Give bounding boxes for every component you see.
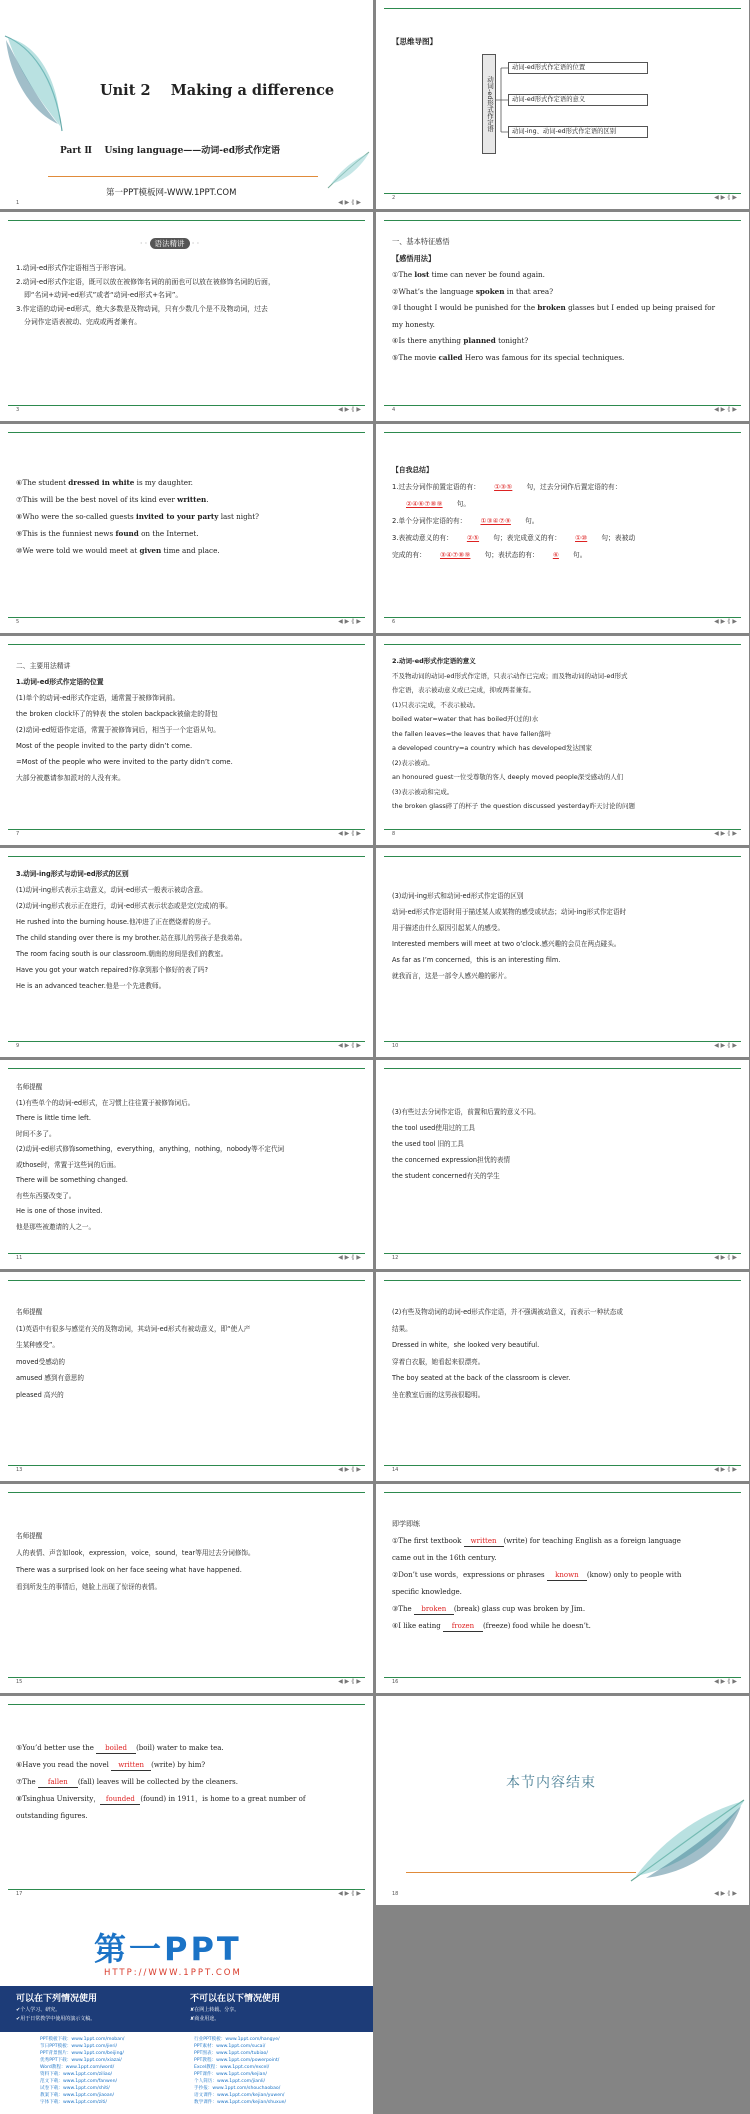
slide-12[interactable] <box>376 1060 749 1269</box>
slide-nav[interactable]: ◀ ▶ ⟪ ▶ <box>338 406 361 413</box>
line: the broken glass碎了的杯子 the question discussed yesterday昨天讨论的问题 <box>392 802 635 810</box>
text: 2.单个分词作定语的有： <box>392 517 467 525</box>
exercise-1 <box>392 1533 737 1550</box>
slide-nav[interactable]: ◀ ▶ ⟪ ▶ <box>714 618 737 625</box>
tip-heading: 名师提醒 <box>16 1308 43 1316</box>
page-number: 3 <box>16 407 20 413</box>
answer-blank[interactable]: founded <box>100 1795 140 1805</box>
slide-1[interactable] <box>0 0 373 209</box>
text: 句。 <box>456 500 471 508</box>
text: 完成的有： <box>392 551 426 559</box>
badge-dots-left: · · <box>140 239 150 248</box>
text: (freeze) food while he doesn’t. <box>482 1622 591 1630</box>
text: ⑥Have you read the novel <box>16 1761 112 1769</box>
line: (2)表示被动。 <box>392 758 434 767</box>
line: 生某种感受”。 <box>16 1341 59 1349</box>
line: 作定语，表示被动意义或已完成，抑或两者兼有。 <box>392 686 535 694</box>
link[interactable]: 数学课件：www.1ppt.com/kejian/shuxue/ <box>194 2100 287 2105</box>
line: the concerned expression担忧的表情 <box>392 1156 511 1164</box>
point-1: 1.动词-ed形式作定语相当于形容词。 <box>16 264 131 272</box>
point-3-cont: 分词作定语表被动、完成或两者兼有。 <box>24 318 142 326</box>
slide-nav[interactable]: ◀ ▶ ⟪ ▶ <box>714 1042 737 1049</box>
text: ⑥The student <box>16 478 69 487</box>
line: 用于描述由什么原因引起某人的感受。 <box>392 924 505 932</box>
page-number: 11 <box>16 1255 23 1261</box>
text: 句，过去分词作后置定语的有： <box>526 483 622 491</box>
sub-heading: 【感悟用法】 <box>392 253 436 263</box>
slide-nav[interactable]: ◀ ▶ ⟪ ▶ <box>714 1466 737 1473</box>
text: ⑦This will be the best novel of its kind ever <box>16 495 178 504</box>
link[interactable]: PPT课件：www.1ppt.com/kejian/ <box>194 2072 267 2077</box>
line: 就我而言，这是一部令人感兴趣的影片。 <box>392 972 511 980</box>
orange-divider <box>48 176 318 177</box>
page-number: 13 <box>16 1467 23 1473</box>
slide-nav[interactable]: ◀ ▶ ⟪ ▶ <box>714 1678 737 1685</box>
topic-heading: 1.动词-ed形式作定语的位置 <box>16 678 104 686</box>
line: As far as I’m concerned，this is an interesting film. <box>392 956 561 964</box>
page-number: 5 <box>16 619 20 625</box>
line: (3)有些过去分词作定语，前置和后置的意义不同。 <box>392 1108 540 1116</box>
slide-3[interactable] <box>0 212 373 421</box>
page-number: 4 <box>392 407 396 413</box>
line: (1)只表示完成，不表示被动。 <box>392 700 480 709</box>
answer-blank[interactable]: written <box>464 1537 504 1547</box>
text: ⑩We were told we would meet at <box>16 546 140 555</box>
line: the broken clock坏了的钟表 the stolen backpack被偷走的背包 <box>16 710 218 718</box>
summary-line-1b <box>392 496 737 513</box>
answer: ③④⑦⑧⑨ <box>439 551 471 559</box>
answer: ①⑩ <box>575 534 588 542</box>
line: 时间不多了。 <box>16 1129 56 1138</box>
page-number: 2 <box>392 195 396 201</box>
point-3: 3.作定语的动词-ed形式，绝大多数是及物动词，只有少数几个是不及物动词，过去 <box>16 304 268 313</box>
top-rule <box>384 220 741 221</box>
usage-banner <box>0 1986 373 2032</box>
keyword: found <box>115 529 139 538</box>
brand-logo: 第一PPT <box>94 1930 242 1968</box>
example-6 <box>16 474 361 491</box>
slide-nav[interactable]: ◀ ▶ ⟪ ▶ <box>338 199 361 206</box>
slide-nav[interactable]: ◀ ▶ ⟪ ▶ <box>338 1678 361 1685</box>
line: pleased 高兴的 <box>16 1390 64 1399</box>
link[interactable]: PPT背景图片：www.1ppt.com/beijing/ <box>40 2051 124 2056</box>
top-rule <box>384 1492 741 1493</box>
slide-16[interactable] <box>376 1484 749 1693</box>
page-number: 9 <box>16 1043 20 1049</box>
slide-10[interactable] <box>376 848 749 1057</box>
grammar-badge <box>140 238 199 249</box>
link[interactable]: 优秀PPT下载：www.1ppt.com/xiazai/ <box>40 2058 122 2063</box>
text: 3.表被动意义的有： <box>392 534 453 542</box>
slide-subtitle: Part Ⅱ Using language——动词-ed形式作定语 <box>60 146 281 156</box>
top-rule <box>8 1068 365 1069</box>
text: 句。 <box>572 551 587 559</box>
text: ④I like eating <box>392 1622 443 1630</box>
link[interactable]: 资料下载：www.1ppt.com/ziliao/ <box>40 2072 113 2077</box>
line: the used tool 旧的工具 <box>392 1140 464 1148</box>
slide-nav[interactable]: ◀ ▶ ⟪ ▶ <box>714 1254 737 1261</box>
keyword: written <box>177 495 207 504</box>
answer: ①③⑤ <box>494 483 513 491</box>
answer-blank[interactable]: fallen <box>38 1778 78 1788</box>
promo-slide <box>0 1904 373 2114</box>
link[interactable]: 个人简历：www.1ppt.com/jianli/ <box>194 2079 266 2084</box>
line: (2)动词-ing形式表示正在进行，动词-ed形式表示状态或是完(完成)的事。 <box>16 902 232 910</box>
line: (1)英语中有很多与感觉有关的及物动词，其动词-ed形式有被动意义，即“使人产 <box>16 1324 251 1333</box>
text: (write) for teaching English as a foreign language <box>503 1537 681 1545</box>
section-heading: 二、主要用法精讲 <box>16 662 71 670</box>
page-number: 10 <box>392 1043 399 1049</box>
text: glasses but I ended up being praised for <box>565 303 716 312</box>
slide-11[interactable] <box>0 1060 373 1269</box>
mindmap-item-meaning: 动词-ed形式作定语的意义 <box>508 94 648 106</box>
line: (3)动词-ing形式和动词-ed形式作定语的区别 <box>392 892 524 900</box>
keyword: invited to your party <box>136 512 219 521</box>
example-2 <box>392 284 737 301</box>
slide-title: Unit 2 Making a difference <box>100 82 335 99</box>
line: 人的表情、声音如look，expression，voice，sound，tear等用过去分词修饰。 <box>16 1549 255 1557</box>
page-number: 14 <box>392 1467 399 1473</box>
point-2-cont: 即“名词+动词-ed形式”或者“动词-ed形式+名词”。 <box>24 291 183 299</box>
slide-nav[interactable]: ◀ ▶ ⟪ ▶ <box>338 1042 361 1049</box>
page-number: 6 <box>392 619 396 625</box>
feather-decoration-icon <box>0 26 70 146</box>
example-8 <box>16 508 361 525</box>
exercise-1-cont: came out in the 16th century. <box>392 1554 497 1562</box>
slide-9[interactable] <box>0 848 373 1057</box>
tip-heading: 名师提醒 <box>16 1083 43 1091</box>
line: He is an advanced teacher.他是一个先进教师。 <box>16 982 166 990</box>
slide-15[interactable] <box>0 1484 373 1693</box>
slide-nav[interactable]: ◀ ▶ ⟪ ▶ <box>338 1254 361 1261</box>
text: Hero was famous for its special techniques. <box>462 352 625 362</box>
text: last night? <box>218 512 260 521</box>
line: an honoured guest一位受尊敬的客人 deeply moved people深受感动的人们 <box>392 773 624 781</box>
line: Have you got your watch repaired?你拿到那个修好的表了吗? <box>16 966 209 974</box>
text: ①The first textbook <box>392 1537 464 1545</box>
line: He rushed into the burning house.他冲进了正在燃烧着的房子。 <box>16 918 215 926</box>
slide-14[interactable] <box>376 1272 749 1481</box>
text: ⑦The <box>16 1778 38 1786</box>
slide-nav[interactable]: ◀ ▶ ⟪ ▶ <box>714 830 737 837</box>
example-5 <box>392 350 737 367</box>
example-3-cont: my honesty. <box>392 319 435 329</box>
link[interactable]: 字体下载：www.1ppt.com/ziti/ <box>40 2100 107 2105</box>
line: 结果。 <box>392 1324 412 1333</box>
page-number: 15 <box>16 1679 23 1685</box>
line: Interested members will meet at two o’clock.感兴趣的会员在两点碰头。 <box>392 940 621 948</box>
text: is my daughter. <box>134 478 193 487</box>
text: (write) by him? <box>151 1761 206 1769</box>
exercise-4 <box>392 1618 737 1635</box>
line: 或those时，常置于这些词的后面。 <box>16 1160 121 1169</box>
slide-8[interactable] <box>376 636 749 845</box>
text: (found) in 1911，is home to a great number of <box>140 1795 306 1803</box>
page-number: 1 <box>16 200 20 206</box>
page-number: 16 <box>392 1679 399 1685</box>
text: ⑧Tsinghua University， <box>16 1795 101 1803</box>
text: (break) glass cup was broken by Jim. <box>453 1605 586 1613</box>
link[interactable]: 试卷下载：www.1ppt.com/shiti/ <box>40 2086 110 2091</box>
example-7 <box>16 491 361 508</box>
line: boiled water=water that has boiled开(过的)水 <box>392 715 539 723</box>
feather-small-icon <box>326 150 371 190</box>
summary-line-1 <box>392 479 737 496</box>
line: There is little time left. <box>16 1114 91 1122</box>
mindmap-header: 【思维导图】 <box>392 37 437 46</box>
summary-line-4 <box>392 547 737 564</box>
slide-nav[interactable]: ◀ ▶ ⟪ ▶ <box>714 1890 737 1897</box>
line: (1)单个的动词-ed形式作定语，通常置于被修饰词前。 <box>16 694 180 702</box>
text: . <box>206 495 209 504</box>
text: time and place. <box>161 546 220 555</box>
answer-blank[interactable]: known <box>547 1571 587 1581</box>
top-rule <box>8 1492 365 1493</box>
exercise-7 <box>16 1774 361 1791</box>
line: (1)动词-ing形式表示主动意义，动词-ed形式一般表示被动含意。 <box>16 886 207 894</box>
line: 坐在教室后面的这男孩很聪明。 <box>392 1390 485 1399</box>
answer-blank[interactable]: frozen <box>443 1622 483 1632</box>
top-rule <box>8 856 365 857</box>
text: 句。 <box>524 517 539 525</box>
link[interactable]: 行业PPT模板：www.1ppt.com/hangye/ <box>194 2037 280 2042</box>
example-1 <box>392 267 737 284</box>
section-heading: 一、基本特征感悟 <box>392 237 450 246</box>
link[interactable]: PPT模板下载：www.1ppt.com/moban/ <box>40 2037 125 2042</box>
summary-line-3 <box>392 530 737 547</box>
line: the tool used使用过的工具 <box>392 1124 475 1132</box>
text: on the Internet. <box>138 529 199 538</box>
link[interactable]: 手抄报：www.1ppt.com/shouchaobao/ <box>194 2086 281 2091</box>
badge-label: 语法精讲 <box>150 238 190 249</box>
line: the student concerned有关的学生 <box>392 1172 500 1180</box>
text: ③I thought I would be punished for the <box>392 303 538 312</box>
answer: ①③④⑦⑨ <box>480 517 511 525</box>
cannot-use-line: ✘在网上转载、分享。 <box>190 2007 240 2013</box>
page-number: 18 <box>392 1891 399 1897</box>
summary-header: 【自我总结】 <box>392 466 433 474</box>
top-rule <box>384 8 741 9</box>
link[interactable]: PPT教程：www.1ppt.com/powerpoint/ <box>194 2058 280 2063</box>
mindmap-connectors <box>496 65 508 135</box>
page-number: 17 <box>16 1891 23 1897</box>
links-left <box>40 2036 124 2106</box>
keyword: planned <box>463 336 496 345</box>
link[interactable]: Excel教程：www.1ppt.com/excel/ <box>194 2065 270 2070</box>
slide-nav[interactable]: ◀ ▶ ⟪ ▶ <box>714 406 737 413</box>
line: =Most of the people who were invited to the party didn’t come. <box>16 758 233 766</box>
can-use-line: ✔用于日常教学中使用的演示文稿。 <box>16 2016 96 2022</box>
text: time can never be found again. <box>429 270 545 279</box>
text: 句；表被动 <box>601 534 636 542</box>
keyword: dressed in white <box>68 478 135 487</box>
link[interactable]: 节日PPT模板：www.1ppt.com/jieri/ <box>40 2044 118 2049</box>
end-text: 本节内容结束 <box>506 1775 596 1791</box>
page-number: 7 <box>16 831 20 837</box>
line: (1)有些单个的动词-ed形式，在习惯上往往置于被修饰词后。 <box>16 1098 195 1107</box>
example-10 <box>16 542 361 559</box>
line: The room facing south is our classroom.朝南的房间是我们的教室。 <box>16 950 228 958</box>
line: (3)表示被动和完成。 <box>392 787 454 796</box>
link[interactable]: PPT图表：www.1ppt.com/tubiao/ <box>194 2051 268 2056</box>
exercise-6 <box>16 1757 361 1774</box>
link[interactable]: Word教程：www.1ppt.com/word/ <box>40 2065 115 2070</box>
text: ⑧Who were the so-called guests <box>16 512 137 521</box>
line: 他是那些被邀请的人之一。 <box>16 1222 96 1231</box>
exercise-3 <box>392 1601 737 1618</box>
line: There was a surprised look on her face seeing what have happened. <box>16 1566 242 1574</box>
line: 看到所发生的事情后，她脸上出现了惊讶的表情。 <box>16 1583 162 1591</box>
topic-heading: 2.动词-ed形式作定语的意义 <box>392 657 476 665</box>
line: (2)动词-ed短语作定语，常置于被修饰词后，相当于一个定语从句。 <box>16 726 221 734</box>
text: (boil) water to make tea. <box>136 1744 224 1752</box>
slide-2[interactable] <box>376 0 749 209</box>
text: ②What’s the language <box>392 286 476 296</box>
line: The boy seated at the back of the classroom is clever. <box>392 1374 571 1382</box>
line: (2)动词-ed形式修饰something，everything，anything，nothing，nobody等不定代词 <box>16 1145 285 1153</box>
answer: ⑥ <box>552 551 559 559</box>
exercise-2-cont: specific knowledge. <box>392 1588 462 1596</box>
keyword: given <box>139 546 162 555</box>
line: amused 感到有意思的 <box>16 1374 84 1382</box>
slide-nav[interactable]: ◀ ▶ ⟪ ▶ <box>338 830 361 837</box>
line: There will be something changed. <box>16 1176 128 1184</box>
answer: ②④⑥⑦⑧⑨ <box>406 500 443 508</box>
slide-6[interactable] <box>376 424 749 633</box>
text: tonight? <box>495 336 529 345</box>
answer-blank[interactable]: boiled <box>96 1744 136 1754</box>
line: 穿着白衣服，她看起来很漂亮。 <box>392 1357 485 1366</box>
orange-divider <box>406 1872 636 1873</box>
page-number: 12 <box>392 1255 399 1261</box>
can-use-title: 可以在下列情况使用 <box>16 1994 98 2004</box>
text: 句；表状态的有： <box>484 551 539 559</box>
line: (2)有些及物动词的动词-ed形式作定语，并不强调被动意义，而表示一种状态或 <box>392 1308 623 1316</box>
slide-17[interactable] <box>0 1696 373 1905</box>
text: ⑨This is the funniest news <box>16 529 116 538</box>
text: 句；表完成意义的有： <box>493 534 562 542</box>
text: (fall) leaves will be collected by the cleaners. <box>77 1778 238 1786</box>
point-2: 2.动词-ed形式作定语，既可以放在被修饰名词的前面也可以放在被修饰名词的后面， <box>16 277 275 286</box>
text: ①The <box>392 270 415 279</box>
exercise-8 <box>16 1791 361 1808</box>
line: moved受感动的 <box>16 1357 65 1366</box>
topic-heading: 3.动词-ing形式与动词-ed形式的区别 <box>16 870 129 878</box>
line: 大部分被邀请参加派对的人没有来。 <box>16 774 125 782</box>
slide-nav[interactable]: ◀ ▶ ⟪ ▶ <box>714 194 737 201</box>
website-label[interactable]: 第一PPT模板网-WWW.1PPT.COM <box>106 188 237 198</box>
brand-url[interactable]: HTTP://WWW.1PPT.COM <box>104 1968 242 1978</box>
text: ⑤You’d better use the <box>16 1744 97 1752</box>
text: ⑤The movie <box>392 352 439 362</box>
top-rule <box>8 644 365 645</box>
top-rule <box>384 1280 741 1281</box>
exercise-8-cont: outstanding figures. <box>16 1812 88 1820</box>
link[interactable]: PPT素材：www.1ppt.com/sucai/ <box>194 2044 266 2049</box>
cannot-use-title: 不可以在以下情况使用 <box>190 1994 281 2004</box>
link[interactable]: 教案下载：www.1ppt.com/jiaoan/ <box>40 2093 115 2098</box>
slide-7[interactable] <box>0 636 373 845</box>
line: a developed country=a country which has developed发达国家 <box>392 744 592 752</box>
exercise-2 <box>392 1567 737 1584</box>
example-3 <box>392 300 737 317</box>
text: 1.过去分词作前置定语的有： <box>392 483 481 491</box>
text: ②Don’t use words，expressions or phrases <box>392 1571 547 1579</box>
keyword: broken <box>537 303 566 312</box>
top-rule <box>8 220 365 221</box>
feather-decoration-icon <box>626 1796 746 1886</box>
text: ③The <box>392 1605 414 1613</box>
tip-heading: 名师提醒 <box>16 1532 43 1540</box>
exercise-title: 即学即练 <box>392 1520 420 1528</box>
mindmap-item-difference: 动词-ing、动词-ed形式作定语的区别 <box>508 126 648 138</box>
top-rule <box>8 1280 365 1281</box>
cannot-use-line: ✘商业用途。 <box>190 2016 220 2022</box>
keyword: spoken <box>475 286 505 296</box>
can-use-line: ✔个人学习、研究。 <box>16 2007 61 2013</box>
keyword: called <box>438 352 463 362</box>
line: 有些东西要改变了。 <box>16 1191 76 1200</box>
example-9 <box>16 525 361 542</box>
example-4 <box>392 333 737 350</box>
link[interactable]: 语文课件：www.1ppt.com/kejian/yuwen/ <box>194 2093 285 2098</box>
mindmap-root: 动词-ed形式作定语 <box>482 54 496 154</box>
slide-nav[interactable]: ◀ ▶ ⟪ ▶ <box>338 1466 361 1473</box>
line: He is one of those invited. <box>16 1207 103 1215</box>
line: 不及物动词的动词-ed形式作定语，只表示动作已完成；而及物动词的动词-ed形式 <box>392 671 628 680</box>
line: 动词-ed形式作定语时用于描述某人或某物的感受或状态；动词-ing形式作定语时 <box>392 908 627 916</box>
slide-4[interactable] <box>376 212 749 421</box>
page-number: 8 <box>392 831 396 837</box>
links-right <box>194 2036 286 2106</box>
mindmap-item-position: 动词-ed形式作定语的位置 <box>508 62 648 74</box>
text: (know) only to people with <box>586 1571 682 1579</box>
exercise-5 <box>16 1740 361 1757</box>
slide-5[interactable] <box>0 424 373 633</box>
badge-dots-right: · · <box>189 239 200 248</box>
text: ④Is there anything <box>392 336 464 345</box>
answer-blank[interactable]: broken <box>414 1605 454 1615</box>
summary-line-2 <box>392 513 737 530</box>
line: Most of the people invited to the party didn’t come. <box>16 742 193 750</box>
keyword: lost <box>414 270 430 279</box>
line: Dressed in white，she looked very beautiful. <box>392 1341 540 1349</box>
slide-nav[interactable]: ◀ ▶ ⟪ ▶ <box>338 618 361 625</box>
top-rule <box>8 432 365 433</box>
top-rule <box>384 432 741 433</box>
text: in that area? <box>504 286 554 296</box>
slide-13[interactable] <box>0 1272 373 1481</box>
link[interactable]: 范文下载：www.1ppt.com/fanwen/ <box>40 2079 118 2084</box>
slide-nav[interactable]: ◀ ▶ ⟪ ▶ <box>338 1890 361 1897</box>
answer: ②⑤ <box>466 534 480 542</box>
answer-blank[interactable]: written <box>111 1761 151 1771</box>
line: The child standing over there is my brother.站在那儿的男孩子是我弟弟。 <box>16 934 247 942</box>
line: the fallen leaves=the leaves that have fallen落叶 <box>392 729 552 738</box>
top-rule <box>8 1704 365 1705</box>
top-rule <box>384 644 741 645</box>
top-rule <box>384 1068 741 1069</box>
top-rule <box>384 856 741 857</box>
slide-18[interactable] <box>376 1696 749 1905</box>
